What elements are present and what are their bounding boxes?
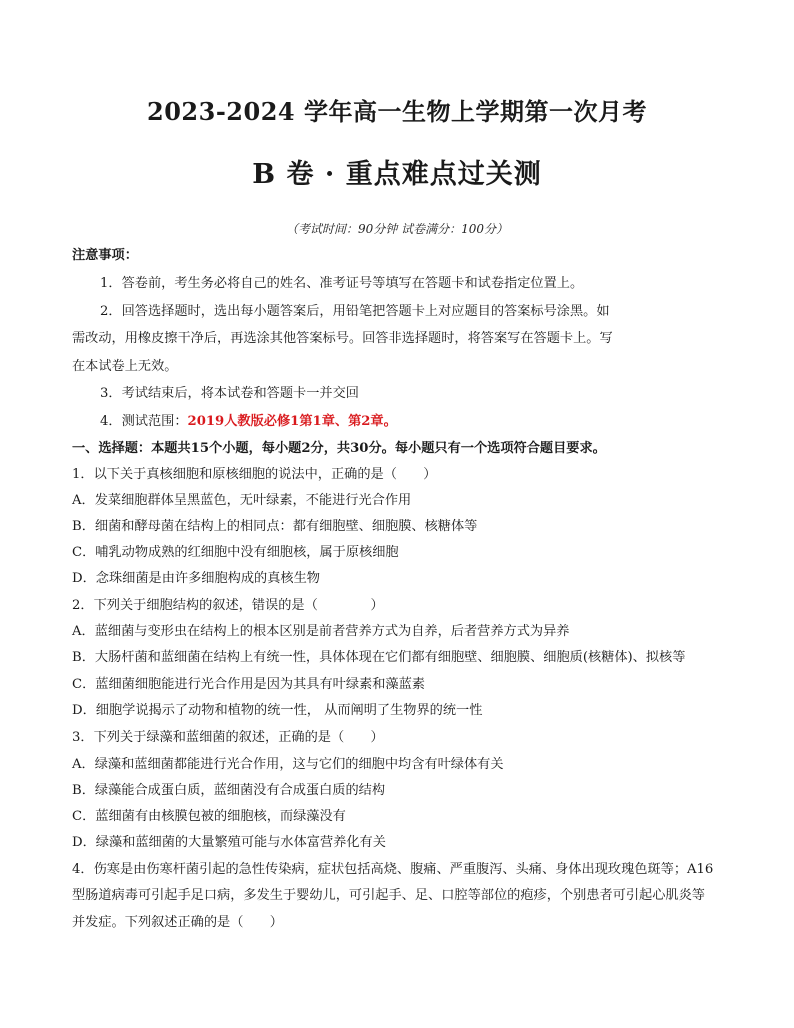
note-item: 2．回答选择题时，选出每小题答案后，用铅笔把答题卡上对应题目的答案标号涂黑。如 bbox=[100, 304, 610, 319]
question-stem: 并发症。下列叙述正确的是（ ） bbox=[72, 915, 283, 930]
note-scope bbox=[100, 413, 730, 431]
section-heading: 一、选择题：本题共15个小题，每小题2分，共30分。每小题只有一个选项符合题目要求。 bbox=[72, 441, 606, 456]
question-stem: 型肠道病毒可引起手足口病，多发生于婴幼儿，可引起手、足、口腔等部位的疱疹，个别患者可引起心肌炎等 bbox=[72, 888, 705, 903]
question-stem: 3．下列关于绿藻和蓝细菌的叙述，正确的是（ ） bbox=[72, 730, 384, 745]
question-stem: 1．以下关于真核细胞和原核细胞的说法中，正确的是（ ） bbox=[72, 467, 437, 482]
question-option: B．大肠杆菌和蓝细菌在结构上有统一性，具体体现在它们都有细胞壁、细胞膜、细胞质(核糖体)、拟核等 bbox=[72, 650, 686, 665]
question-option: C．蓝细菌细胞能进行光合作用是因为其具有叶绿素和藻蓝素 bbox=[72, 677, 425, 692]
page-title: 2023-2024 学年高一生物上学期第一次月考 bbox=[147, 97, 647, 126]
page-subtitle: B 卷 · 重点难点过关测 bbox=[252, 159, 542, 190]
question-option: C．哺乳动物成熟的红细胞中没有细胞核，属于原核细胞 bbox=[72, 545, 399, 560]
question-option: B．细菌和酵母菌在结构上的相同点：都有细胞壁、细胞膜、核糖体等 bbox=[72, 519, 478, 534]
note-item: 1．答卷前，考生务必将自己的姓名、准考证号等填写在答题卡和试卷指定位置上。 bbox=[100, 276, 584, 291]
question-option: A．绿藻和蓝细菌都能进行光合作用，这与它们的细胞中均含有叶绿体有关 bbox=[72, 757, 504, 772]
note-item: 需改动，用橡皮擦干净后，再选涂其他答案标号。回答非选择题时，将答案写在答题卡上。写 bbox=[72, 331, 613, 346]
note-item: 3．考试结束后，将本试卷和答题卡一并交回 bbox=[100, 386, 359, 401]
exam-info: （考试时间：90分钟 试卷满分：100分） bbox=[286, 222, 508, 236]
question-option: C．蓝细菌有由核膜包被的细胞核，而绿藻没有 bbox=[72, 809, 346, 824]
note-item: 在本试卷上无效。 bbox=[72, 359, 178, 374]
question-option: A．蓝细菌与变形虫在结构上的根本区别是前者营养方式为自养，后者营养方式为异养 bbox=[72, 624, 570, 639]
question-option: D．绿藻和蓝细菌的大量繁殖可能与水体富营养化有关 bbox=[72, 835, 386, 850]
question-stem: 2．下列关于细胞结构的叙述，错误的是（ ） bbox=[72, 598, 384, 613]
note-scope-prefix: 4．测试范围： bbox=[100, 414, 188, 429]
question-option: D．念珠细菌是由许多细胞构成的真核生物 bbox=[72, 571, 320, 586]
question-option: B．绿藻能合成蛋白质，蓝细菌没有合成蛋白质的结构 bbox=[72, 783, 386, 798]
note-scope-value: 2019人教版必修1第1章、第2章。 bbox=[187, 414, 397, 429]
question-option: D．细胞学说揭示了动物和植物的统一性， 从而阐明了生物界的统一性 bbox=[72, 703, 483, 718]
question-option: A．发菜细胞群体呈黑蓝色，无叶绿素，不能进行光合作用 bbox=[72, 493, 412, 508]
notes-heading: 注意事项： bbox=[72, 248, 138, 263]
question-stem: 4．伤寒是由伤寒杆菌引起的急性传染病，症状包括高烧、腹痛、严重腹泻、头痛、身体出现玫瑰色斑等；A16 bbox=[72, 862, 714, 877]
